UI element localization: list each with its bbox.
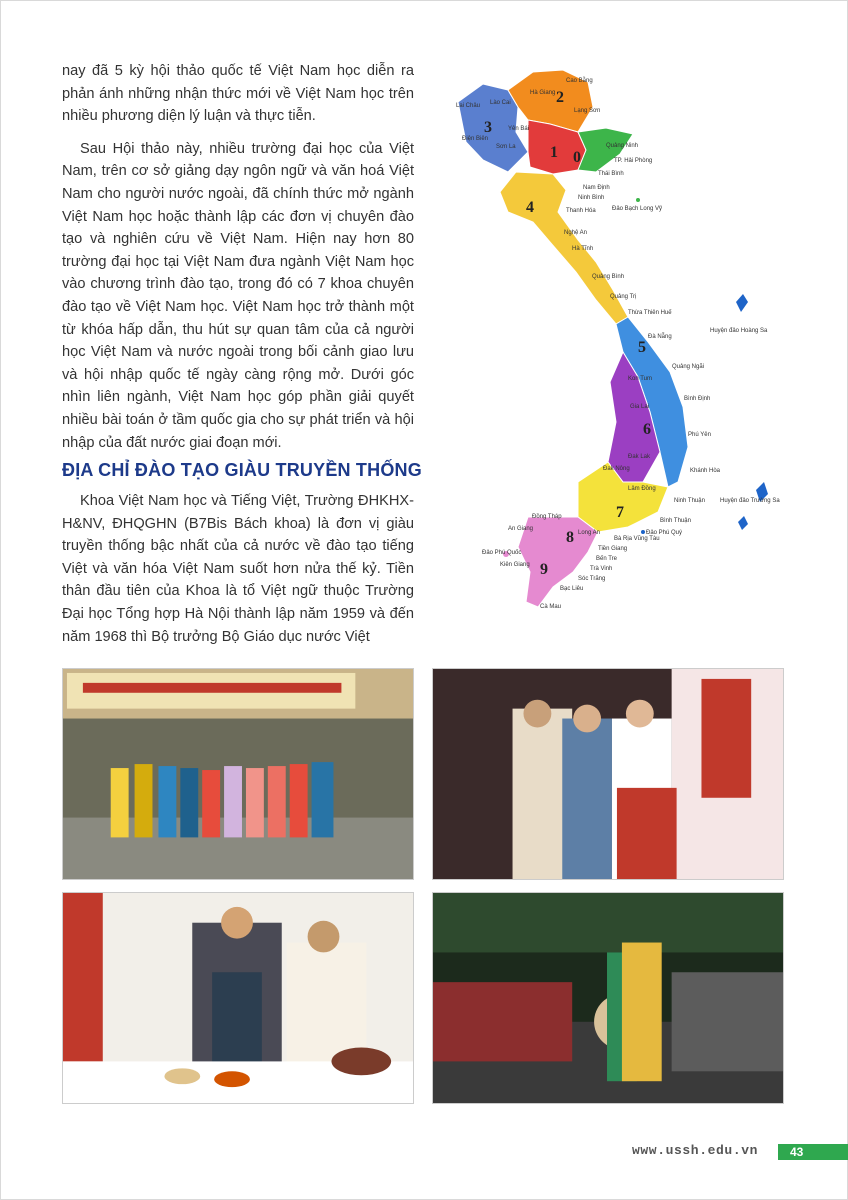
map-label-soc-trang: Sóc Trăng — [578, 576, 606, 582]
map-region-number-7: 7 — [616, 504, 624, 521]
vietnam-map — [438, 62, 790, 622]
map-label-ninh-thuan: Ninh Thuận — [674, 498, 705, 504]
map-label-nam-dinh: Nam Định — [583, 185, 610, 191]
map-label-dong-thap: Đồng Tháp — [532, 514, 562, 520]
body-column-bottom — [62, 490, 414, 658]
map-region-coast-north — [578, 128, 633, 172]
photo-group-traditional-costume — [62, 668, 414, 880]
map-label-binh-dinh: Bình Định — [684, 396, 711, 402]
map-label-dak-nong: Đak Nông — [603, 466, 630, 472]
map-region-number-9: 9 — [540, 561, 548, 578]
map-label-kon-tum: Kon Tum — [628, 376, 653, 382]
map-island-bach-long-vy — [636, 198, 640, 202]
map-label-bach-long-vy: Đảo Bạch Long Vỹ — [612, 206, 663, 212]
map-label-thanh-hoa: Thanh Hóa — [566, 208, 596, 214]
map-region-number-3: 3 — [484, 119, 492, 136]
vietnam-map-graphic — [438, 62, 790, 622]
map-label-da-nang: Đà Nẵng — [648, 334, 672, 340]
map-region-number-5: 5 — [638, 339, 646, 356]
map-region-number-2: 2 — [556, 89, 564, 106]
page-number: 43 — [790, 1145, 804, 1159]
map-label-quang-tri: Quảng Trị — [610, 294, 637, 300]
map-label-ba-ria: Bà Rịa Vũng Tàu — [614, 536, 660, 542]
footer-page-bar — [778, 1144, 848, 1160]
map-label-hue: Thừa Thiên Huế — [628, 310, 672, 316]
map-label-son-la: Sơn La — [496, 144, 516, 150]
map-label-phu-quy: Đảo Phú Quý — [646, 530, 683, 536]
footer-url[interactable]: www.ussh.edu.vn — [632, 1143, 759, 1158]
map-region-number-4: 4 — [526, 199, 534, 216]
map-label-bac-lieu: Bạc Liêu — [560, 586, 584, 592]
map-label-gia-lai: Gia Lai — [630, 404, 650, 410]
map-region-north-central — [500, 172, 628, 324]
section-heading: ĐỊA CHỈ ĐÀO TẠO GIÀU TRUYỀN THỐNG — [62, 460, 422, 480]
map-label-ninh-binh: Ninh Bình — [578, 195, 605, 201]
map-label-kien-giang: Kiên Giang — [500, 562, 530, 568]
paragraph-2: Sau Hội thảo này, nhiều trường đại học của Việt Nam, trên cơ sở giảng dạy ngôn ngữ và văn hoá Việt Nam cho người nước ngoài, đã chính thức mở ngành Việt Nam học hoặc thành lập các đơn vị chuyên đào tạo và nghiên cứu về Việt Nam. Hiện nay hơn 80 trường đại học tại Việt Nam đưa ngành Việt Nam học vào chương trình đào tạo, trong đó có 7 khoa chuyên đào tạo về Việt Nam học. Việt Nam học trở thành một từ khóa hấp dẫn, thu hút sự quan tâm của cả người học Việt Nam và nước ngoài trong bối cảnh giao lưu và hội nhập quốc tế ngày càng rộng mở. Dưới góc nhìn liên ngành, Việt Nam học góp phần giải quyết nhiều bài toán ở tầm quốc gia cho sự phát triển và hội nhập của đất nước giai đoạn mới. — [62, 140, 414, 451]
map-islands-truong-sa — [738, 482, 768, 530]
map-label-khanh-hoa: Khánh Hòa — [690, 468, 721, 474]
map-island-phu-quy — [641, 530, 645, 534]
map-label-ha-tinh: Hà Tĩnh — [572, 246, 594, 252]
map-label-binh-thuan: Bình Thuận — [660, 518, 691, 524]
map-label-long-an: Long An — [578, 530, 601, 536]
map-label-hai-phong: TP. Hải Phòng — [614, 158, 653, 164]
map-label-thai-binh: Thái Bình — [598, 171, 624, 177]
photo-cultural-fair — [432, 668, 784, 880]
map-label-tra-vinh: Trà Vinh — [590, 566, 613, 572]
map-label-lam-dong: Lâm Đồng — [628, 486, 656, 492]
map-islands-hoang-sa — [736, 294, 748, 312]
map-label-quang-ngai: Quảng Ngãi — [672, 364, 705, 370]
map-label-ca-mau: Cà Mau — [540, 604, 562, 610]
photo-night-performance — [432, 892, 784, 1104]
map-label-quang-binh: Quảng Bình — [592, 274, 625, 280]
map-label-yen-bai: Yên Bái — [508, 126, 530, 132]
photo-food-stall — [62, 892, 414, 1104]
paragraph-1: nay đã 5 kỳ hội thảo quốc tế Việt Nam học diễn ra phản ánh những nhận thức mới về Việt Nam học trên nhiều phương diện lý luận và thực tiễn. — [62, 63, 414, 125]
map-label-lao-cai: Lào Cai — [490, 100, 511, 106]
map-region-number-1: 1 — [550, 144, 558, 161]
map-region-number-0: 0 — [573, 149, 581, 166]
map-label-lang-son: Lạng Sơn — [574, 108, 601, 114]
body-column-top — [62, 60, 414, 464]
map-label-phu-yen: Phú Yên — [688, 432, 711, 438]
map-label-hoang-sa: Huyện đảo Hoàng Sa — [710, 328, 768, 334]
map-label-phu-quoc: Đảo Phú Quốc — [482, 550, 522, 556]
map-region-number-6: 6 — [643, 421, 651, 438]
paragraph-3: Khoa Việt Nam học và Tiếng Việt, Trường ĐHKHX-H&NV, ĐHQGHN (B7Bis Bách khoa) là đơn vị giàu truyền thống bậc nhất của cả nước về đào tạo tiếng Việt và văn hóa Việt Nam suốt hơn nửa thế kỷ. Tiền thân đầu tiên của Khoa là tổ Việt ngữ thuộc Trường Đại học Tổng hợp Hà Nội thành lập năm 1959 và đến năm 1968 thì Bộ trưởng Bộ Giáo dục nước Việt — [62, 493, 414, 645]
map-label-dien-bien: Điện Biên — [462, 136, 489, 142]
map-label-ben-tre: Bến Tre — [596, 556, 618, 562]
map-label-quang-ninh: Quảng Ninh — [606, 143, 639, 149]
map-label-nghe-an: Nghệ An — [564, 230, 588, 236]
map-label-ha-giang: Hà Giang — [530, 90, 556, 96]
map-label-dak-lak: Đak Lak — [628, 454, 651, 460]
map-label-cao-bang: Cao Bằng — [566, 78, 593, 84]
map-label-an-giang: An Giang — [508, 526, 534, 532]
map-label-lai-chau: Lai Châu — [456, 103, 481, 109]
map-label-tien-giang: Tiền Giang — [598, 546, 628, 552]
map-label-truong-sa: Huyện đảo Trường Sa — [720, 498, 780, 504]
map-region-number-8: 8 — [566, 529, 574, 546]
